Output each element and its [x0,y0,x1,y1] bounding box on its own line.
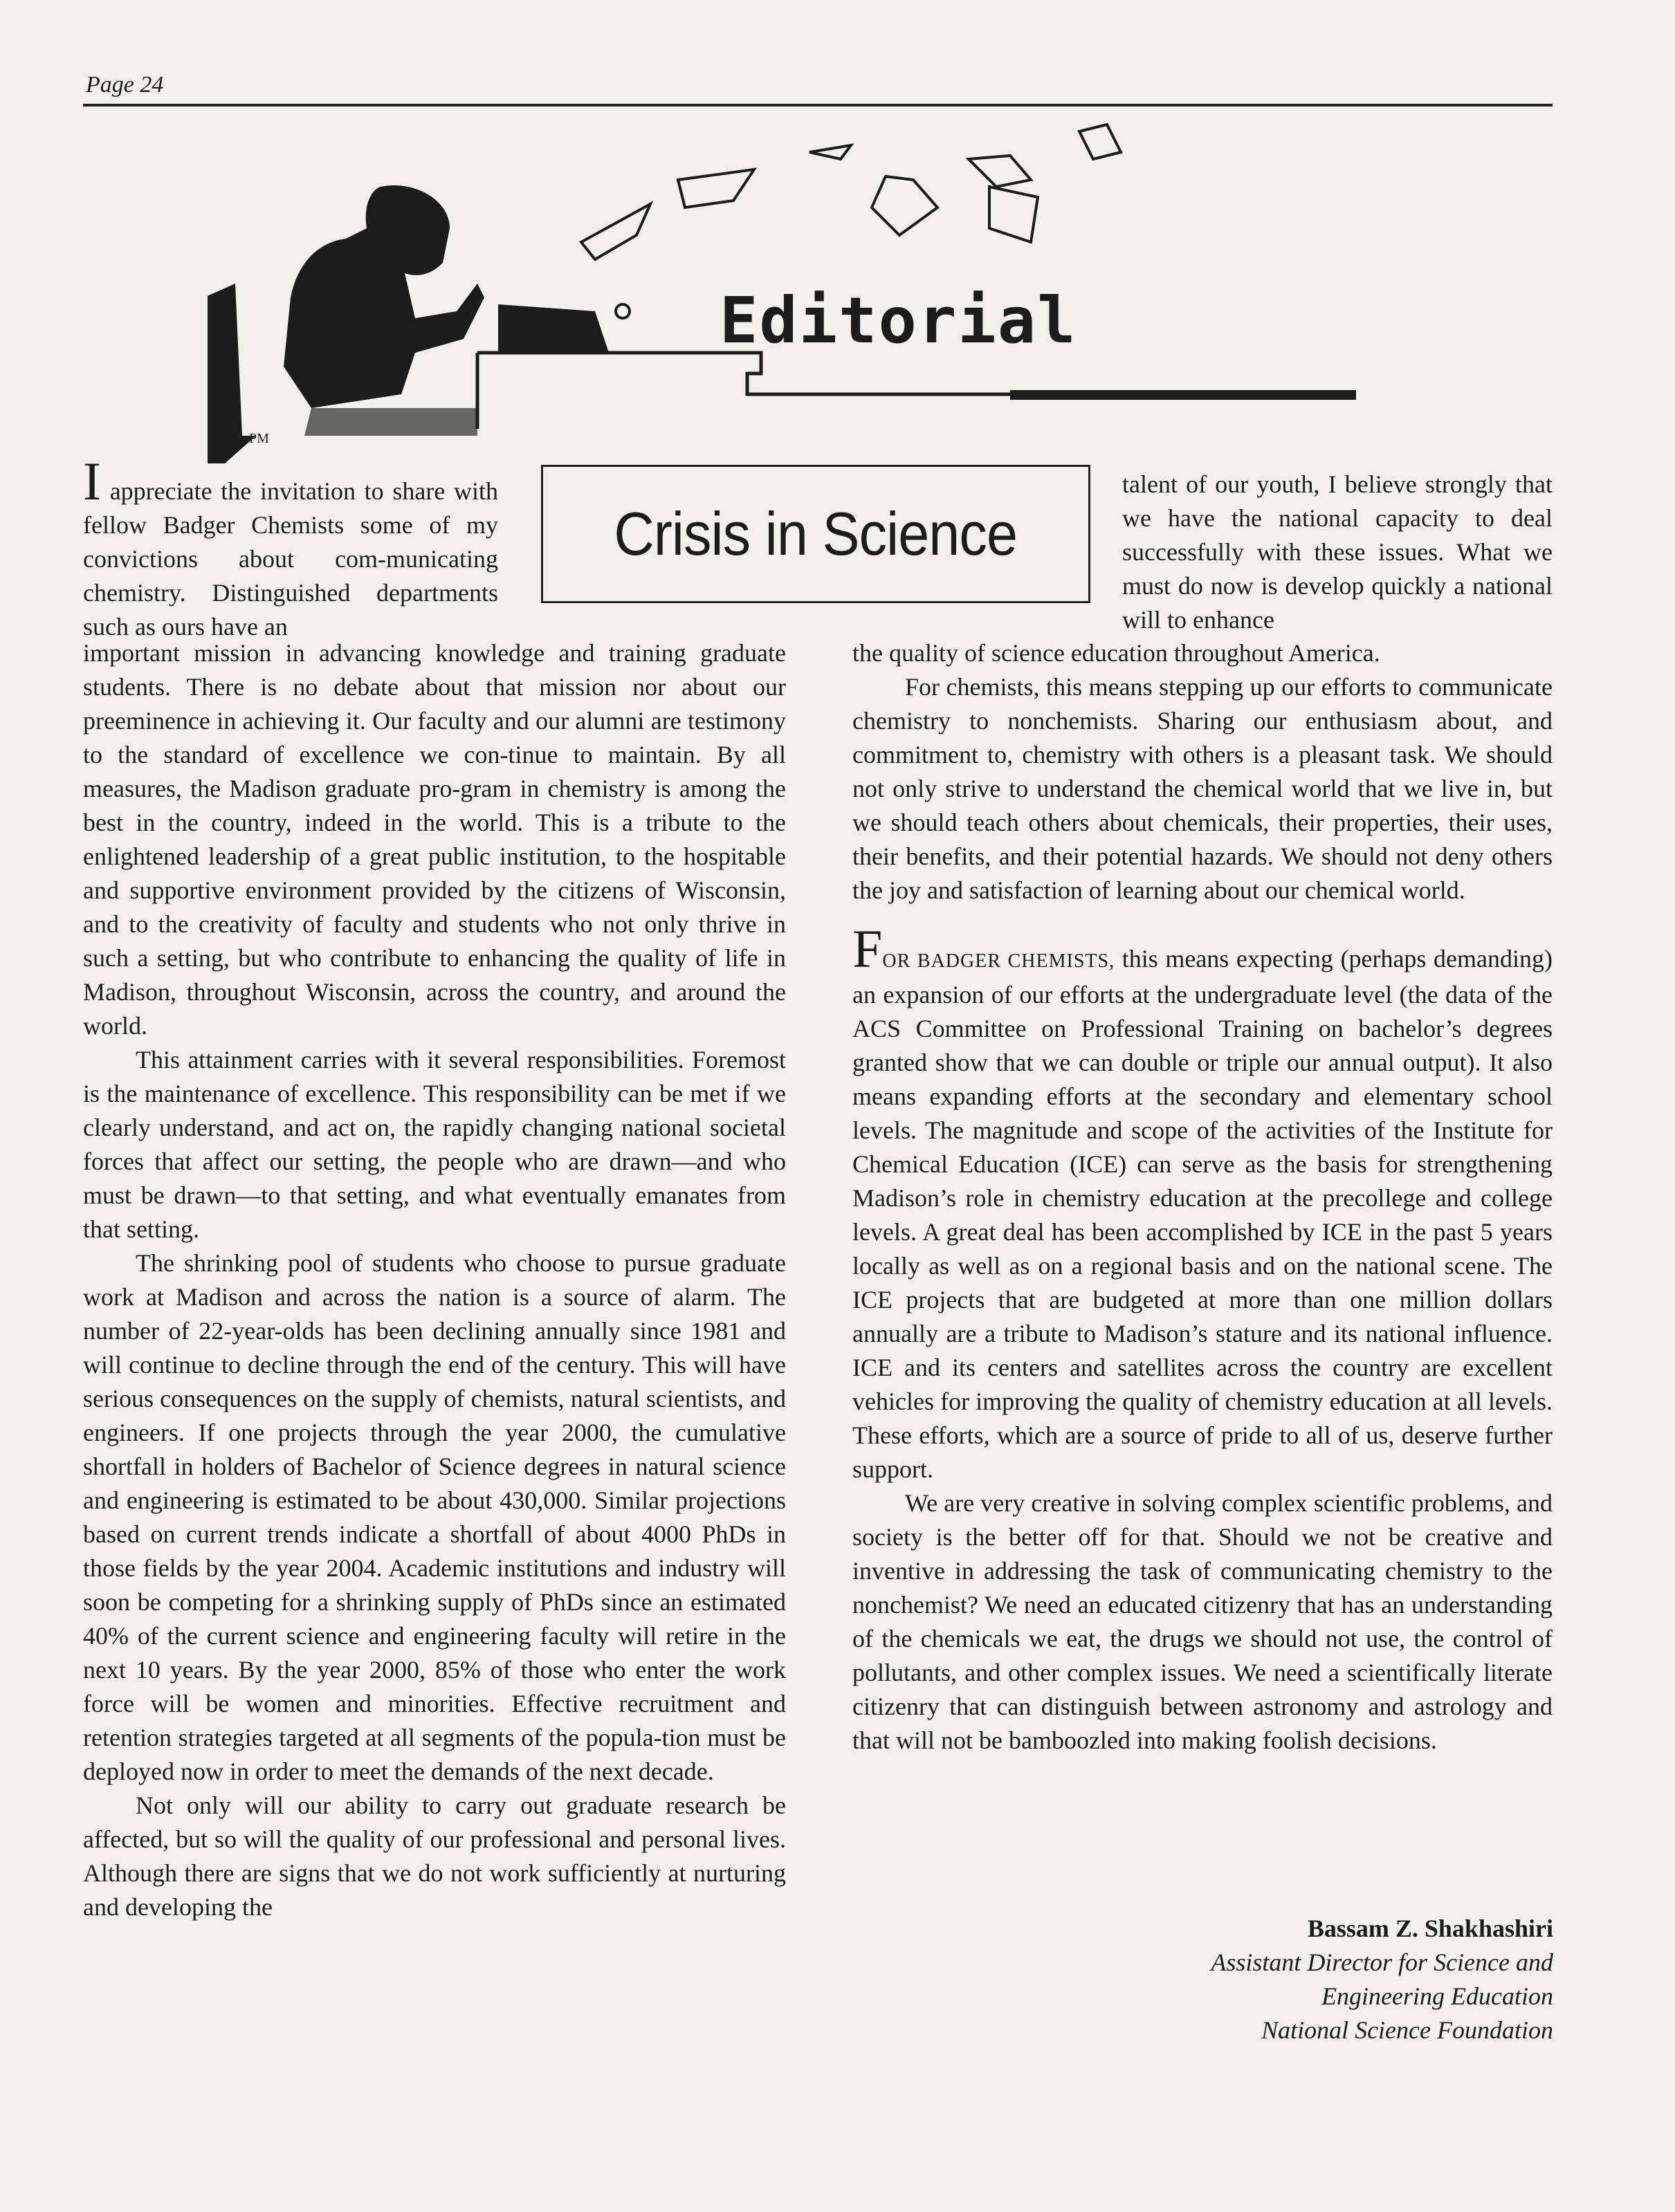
article-title-box [541,465,1090,603]
section-text: this means expecting (perhaps demanding) an expansion of our efforts at the undergraduate level (the data of the ACS Committee on Professional Training on bachelor’s degrees granted show that we can double or triple our annual output). It also means expanding efforts at the secondary and elementary school levels. The magnitude and scope of the activities of the Institute for Chemical Education (ICE) can serve as the basis for strengthening Madison’s role in chemistry education at the precollege and college levels. A great deal has been accomplished by ICE in the past 5 years locally as well as on a regional basis and on the national scene. The ICE projects that are budgeted at more than one million dollars annually are a tribute to Madison’s stature and its national influence. ICE and its centers and satellites across the country are excellent vehicles for improving the quality of chemistry education at all levels. These efforts, which are a source of pride to all of us, deserve further support. [852,945,1553,1483]
author-name: Bassam Z. Shakhashiri [1307,1915,1553,1942]
drop-cap: I [83,451,101,511]
author-title-2: Engineering Education [1321,1982,1553,2010]
closing-paragraph: We are very creative in solving complex scientific problems, and society is the better off for that. Should we not be creative and inventive in addressing the task of communicating chemistry to the nonchemist? We need an educated citizenry that has an understanding of the chemicals we eat, the drugs we should not use, the control of pollutants, and other complex issues. We need a scientifically literate citizenry that can distinguish between astronomy and astrology and that will not be bamboozled into making foolish decisions. [852,1489,1553,1754]
left-paragraph-4: Not only will our ability to carry out graduate research be affected, but so will the quality of our professional and personal lives. Although there are signs that we do not work sufficiently at nurturing and developing the [83,1791,786,1921]
column-right-intro [1122,468,1553,637]
section-badger-chemists [852,919,1553,1486]
page-number: Page 24 [86,72,164,98]
left-paragraph-1: important mission in advancing knowledge and training graduate students. There is no debate about that mission nor about our preeminence in achieving it. Our faculty and our alumni are testimony to the standard of excellence we con-tinue to maintain. By all measures, the Madison graduate pro-gram in chemistry is among the best in the country, indeed in the world. This is a tribute to the enlightened leadership of a great public institution, to the hospitable and supportive environment provided by the citizens of Wisconsin, and to the creativity of faculty and students who not only thrive in such a setting, but who contribute to enhancing the quality of life in Madison, throughout Wisconsin, across the country, and around the world. [83,639,786,1040]
drop-cap-f: F [852,919,883,979]
right-paragraph-1: For chemists, this means stepping up our efforts to communicate chemistry to nonchemists. Sharing our enthusiasm about, and commitment to, chemistry with others is a pleasant task. We should not only strive to understand the chemical world that we live in, but we should teach others about chemicals, their properties, their uses, their benefits, and their potential hazards. We should not deny others the joy and satisfaction of learning about our chemical world. [852,673,1553,904]
left-paragraph-3: The shrinking pool of students who choose to pursue graduate work at Madison and across the nation is a source of alarm. The number of 22-year-olds has been declining annually since 1981 and will continue to decline through the end of the century. This will have serious consequences on the supply of chemists, natural scientists, and engineers. If one projects through the year 2000, the cumulative shortfall in holders of Bachelor of Science degrees in natural science and engineering is estimated to be about 430,000. Similar projections based on current trends indicate a shortfall of about 4000 PhDs in those fields by the year 2004. Academic institutions and industry will soon be competing for a shrinking supply of PhDs since an estimated 40% of the current science and engineering faculty will retire in the next 10 years. By the year 2000, 85% of those who enter the work force will be women and minorities. Effective recruitment and retention strategies targeted at all segments of the popula-tion must be deployed now in order to meet the demands of the next decade. [83,1249,786,1785]
column-left [83,636,786,1924]
signature-block [1211,1912,1553,2047]
right-intro-paragraph: talent of our youth, I believe strongly that we have the national capacity to deal successfully with these issues. What we must do now is develop quickly a national will to enhance [1122,470,1553,634]
artist-initials: PM [249,431,269,446]
article-title: Crisis in Science [614,499,1018,568]
right-paragraph-0: the quality of science education throughout America. [852,639,1380,667]
intro-paragraph [83,451,499,644]
column-right [852,636,1553,1758]
author-title-1: Assistant Director for Science and [1211,1948,1553,1976]
left-paragraph-2: This attainment carries with it several responsibilities. Foremost is the maintenance of excellence. This responsibility can be met if we clearly understand, and act on, the rapidly changing national societal forces that affect our setting, the people who are drawn—and who must be drawn—to that setting, and what eventually emanates from that setting. [83,1046,786,1243]
column-left-intro [83,451,499,644]
editorial-heading: Editorial [720,284,1077,358]
smallcaps-lead: OR BADGER CHEMISTS, [882,950,1115,972]
intro-text: appreciate the invitation to share with fellow Badger Chemists some of my convictions about com-municating chemistry. Distinguished departments such as ours have an [83,477,499,640]
author-title-3: National Science Foundation [1261,2016,1553,2044]
